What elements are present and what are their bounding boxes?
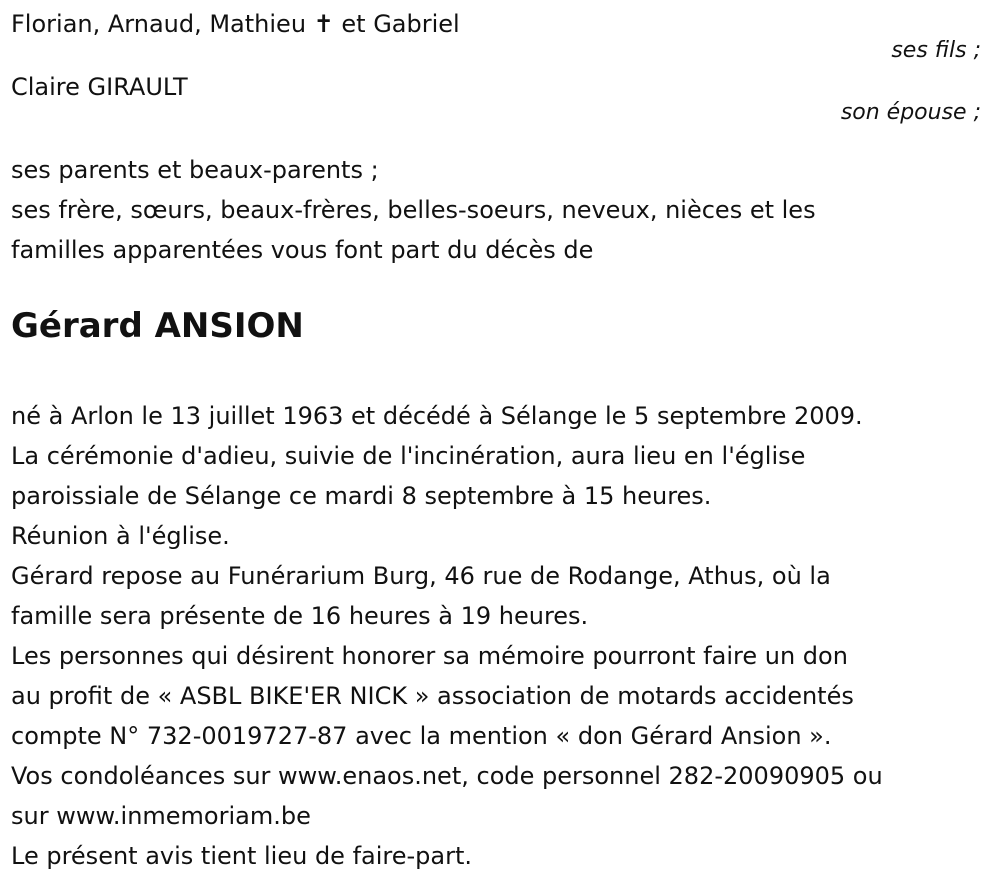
- details-line: famille sera présente de 16 heures à 19 heures.: [11, 602, 589, 630]
- intro-line: ses parents et beaux-parents ;: [11, 156, 379, 184]
- details-line: au profit de « ASBL BIKE'ER NICK » association de motards accidentés: [11, 682, 854, 710]
- details-line: Vos condoléances sur www.enaos.net, code personnel 282-20090905 ou: [11, 762, 883, 790]
- family-spouse-name: Claire GIRAULT: [11, 73, 188, 101]
- family-sons-names: Florian, Arnaud, Mathieu ✝ et Gabriel: [11, 10, 460, 38]
- details-line: Réunion à l'église.: [11, 522, 230, 550]
- details-line: paroissiale de Sélange ce mardi 8 septembre à 15 heures.: [11, 482, 712, 510]
- details-line: La cérémonie d'adieu, suivie de l'incinération, aura lieu en l'église: [11, 442, 806, 470]
- family-spouse-role: son épouse ;: [840, 100, 981, 125]
- details-line: né à Arlon le 13 juillet 1963 et décédé à Sélange le 5 septembre 2009.: [11, 402, 863, 430]
- deceased-name: Gérard ANSION: [11, 306, 304, 346]
- family-sons-role: ses fils ;: [891, 38, 981, 63]
- intro-paragraph: [11, 150, 816, 270]
- details-line: Le présent avis tient lieu de faire-part.: [11, 842, 473, 870]
- intro-line: ses frère, sœurs, beaux-frères, belles-soeurs, neveux, nièces et les: [11, 196, 816, 224]
- details-line: compte N° 732-0019727-87 avec la mention « don Gérard Ansion ».: [11, 722, 832, 750]
- details-line: sur www.inmemoriam.be: [11, 802, 311, 830]
- intro-line: familles apparentées vous font part du décès de: [11, 236, 594, 264]
- details-paragraph: [11, 396, 883, 876]
- details-line: Gérard repose au Funérarium Burg, 46 rue de Rodange, Athus, où la: [11, 562, 831, 590]
- details-line: Les personnes qui désirent honorer sa mémoire pourront faire un don: [11, 642, 848, 670]
